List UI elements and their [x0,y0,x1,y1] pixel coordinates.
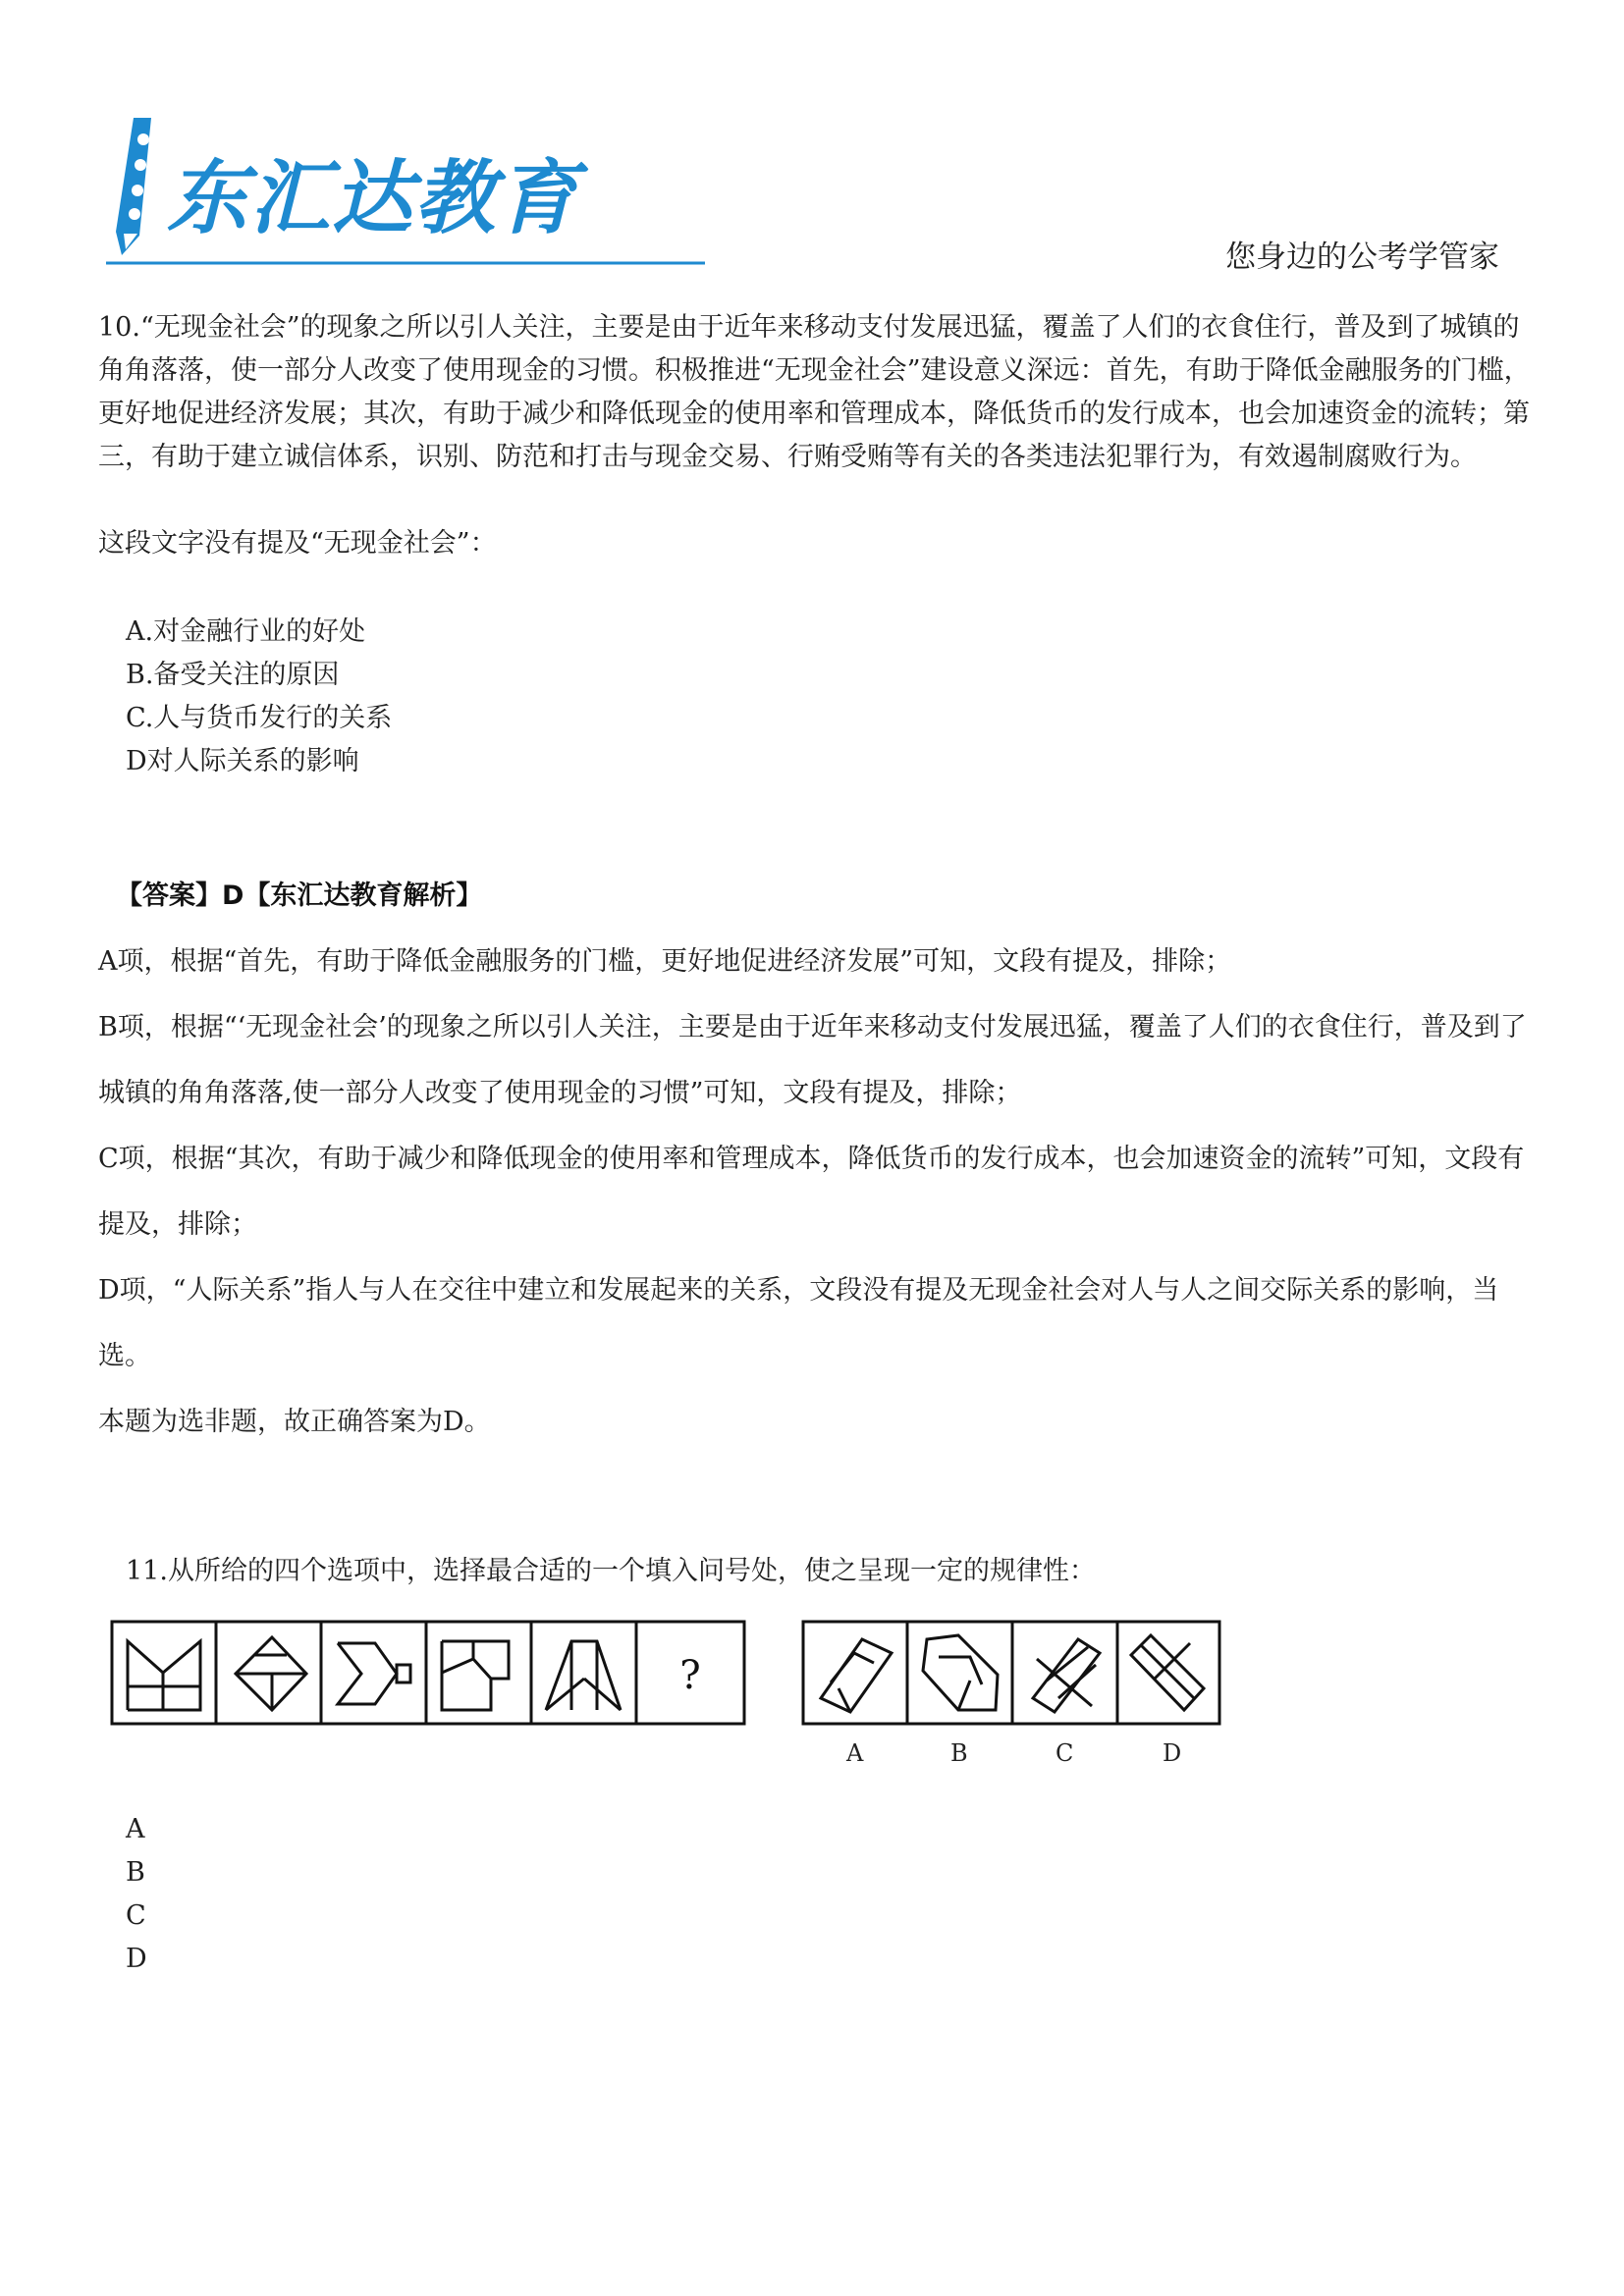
question-10-ask: 这段文字没有提及“无现金社会”： [98,528,497,559]
sequence-figure-3 [338,1643,410,1704]
sequence-figure-5 [546,1641,621,1710]
option-c[interactable]: C.人与货币发行的关系 [126,703,393,733]
option-figure-a [821,1639,892,1712]
q11-option-d[interactable]: D [126,1944,147,1974]
q11-option-a[interactable]: A [126,1814,145,1844]
option-figure-d [1131,1635,1204,1710]
sequence-figure-2 [236,1637,306,1710]
figure-label-d: D [1163,1739,1182,1767]
option-figure-b [923,1635,998,1710]
option-figure-c [1033,1639,1100,1712]
brand-name: 东汇达教育 [167,152,579,245]
pencil-icon [116,118,151,255]
figure-label-a: A [846,1739,864,1767]
analysis-line-a: A项，根据“首先，有助于降低金融服务的门槛，更好地促进经济发展”可知，文段有提及，排除； [98,946,1232,977]
figure-label-b: B [950,1739,968,1767]
answer-heading: 【答案】D【东汇达教育解析】 [116,881,483,911]
figure-sequence [110,1620,748,1728]
q11-option-c[interactable]: C [126,1900,146,1931]
question-mark: ? [679,1653,701,1698]
sequence-figure-1 [128,1641,200,1710]
figure-label-c: C [1056,1739,1074,1767]
question-10-stem: 10.“无现金社会”的现象之所以引人关注，主要是由于近年来移动支付发展迅猛，覆盖了人们的衣食住行，普及到了城镇的角角落落，使一部分人改变了使用现金的习惯。积极推进“无现金社会”建设意义深远：首先，有助于降低金融服务的门槛，更好地促进经济发展；其次，有助于减少和降低现金的使用率和管理成本，降低货币的发行成本，也会加速资金的流转；第三，有助于建立诚信体系，识别、防范和打击与现金交易、行贿受贿等有关的各类违法犯罪行为，有效遏制腐败行为。 [98,312,1531,472]
analysis-line-d: D项，“人际关系”指人与人在交往中建立和发展起来的关系，文段没有提及无现金社会对人与人之间交际关系的影响，当选。 [98,1275,1499,1371]
sequence-figure-4 [442,1641,509,1710]
analysis-line-b: B项，根据“‘无现金社会’的现象之所以引人关注，主要是由于近年来移动支付发展迅猛，覆盖了人们的衣食住行，普及到了城镇的角角落落,使一部分人改变了使用现金的习惯”可知，文段有提及，排除； [98,1012,1527,1108]
option-d[interactable]: D对人际关系的影响 [126,746,359,776]
analysis-line-c: C项，根据“其次，有助于减少和降低现金的使用率和管理成本，降低货币的发行成本，也会加速资金的流转”可知，文段有提及，排除； [98,1144,1525,1240]
brand-logo [96,110,705,267]
header-tagline: 您身边的公考学管家 [1225,240,1499,275]
q11-option-b[interactable]: B [126,1857,145,1888]
analysis-conclusion: 本题为选非题，故正确答案为D。 [98,1407,491,1437]
question-11-stem: 11.从所给的四个选项中，选择最合适的一个填入问号处，使之呈现一定的规律性： [126,1556,1096,1586]
option-b[interactable]: B.备受关注的原因 [126,660,340,690]
figure-options[interactable] [801,1620,1223,1728]
option-a[interactable]: A.对金融行业的好处 [126,616,366,647]
